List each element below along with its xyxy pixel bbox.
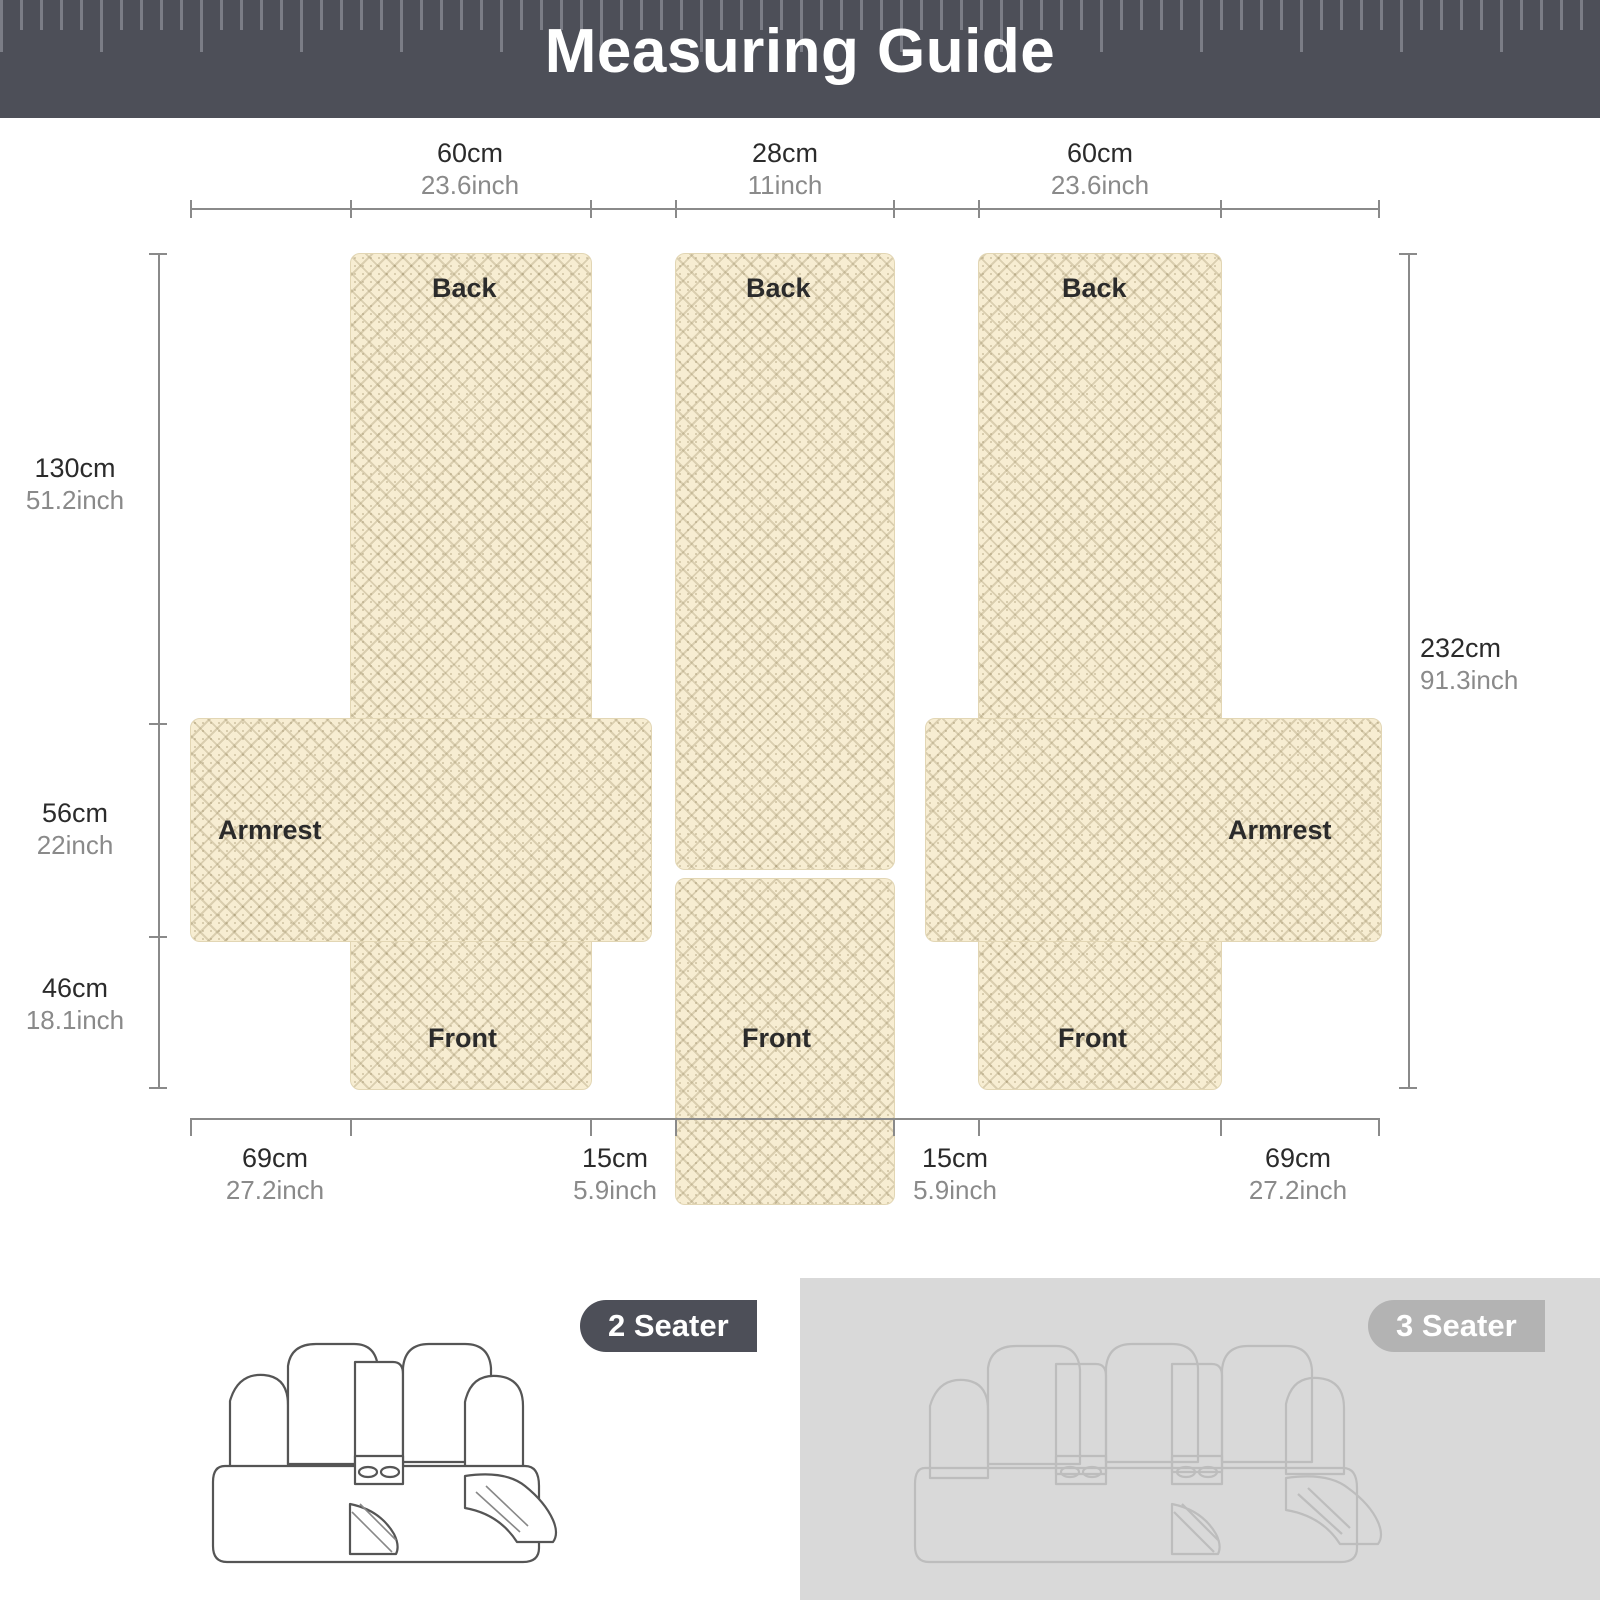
middle-back-panel xyxy=(675,253,895,870)
dim-cap xyxy=(1399,253,1417,255)
left-dimension-3: 46cm 18.1inch xyxy=(25,973,125,1035)
tag-three-seater[interactable]: 3 Seater xyxy=(1368,1300,1545,1352)
left-front-label: Front xyxy=(428,1023,497,1053)
dim-cap xyxy=(978,1118,980,1136)
three-seater-recliner-sofa-icon xyxy=(900,1306,1400,1586)
dim-cap xyxy=(893,200,895,218)
dim-cap xyxy=(190,200,192,218)
dim-cap xyxy=(149,253,167,255)
page-header xyxy=(0,0,1600,118)
dim-cap xyxy=(1220,200,1222,218)
bottom-dimension-4: 69cm 27.2inch xyxy=(1248,1143,1348,1205)
right-back-label: Back xyxy=(1062,273,1127,303)
dim-cap xyxy=(190,1118,192,1136)
dim-cap xyxy=(590,200,592,218)
top-dimension-line xyxy=(190,208,1380,210)
top-dimension-1: 60cm 23.6inch xyxy=(420,138,520,200)
left-dimension-line xyxy=(158,253,160,1088)
seater-options xyxy=(0,1278,1600,1600)
dim-cap xyxy=(350,200,352,218)
left-dimension-2: 56cm 22inch xyxy=(36,798,114,860)
dim-cap xyxy=(893,1118,895,1136)
right-dimension-line xyxy=(1408,253,1410,1088)
dim-cap xyxy=(1378,1118,1380,1136)
dim-cap xyxy=(149,723,167,725)
middle-front-label: Front xyxy=(742,1023,811,1053)
measuring-diagram xyxy=(0,118,1600,1278)
left-seat-panel xyxy=(350,253,592,1090)
bottom-dimension-2: 15cm 5.9inch xyxy=(573,1143,657,1205)
bottom-dimension-3: 15cm 5.9inch xyxy=(913,1143,997,1205)
bottom-dimension-1: 69cm 27.2inch xyxy=(225,1143,325,1205)
middle-back-label: Back xyxy=(746,273,811,303)
top-dimension-3: 60cm 23.6inch xyxy=(1050,138,1150,200)
left-dimension-1: 130cm 51.2inch xyxy=(25,453,125,515)
right-armrest-label: Armrest xyxy=(1228,815,1332,845)
left-armrest-label: Armrest xyxy=(218,815,322,845)
right-front-label: Front xyxy=(1058,1023,1127,1053)
dim-cap xyxy=(978,200,980,218)
dim-cap xyxy=(350,1118,352,1136)
right-dimension-total: 232cm 91.3inch xyxy=(1420,633,1519,695)
dim-cap xyxy=(1399,1087,1417,1089)
dim-cap xyxy=(590,1118,592,1136)
dim-cap xyxy=(1220,1118,1222,1136)
top-dimension-2: 28cm 11inch xyxy=(747,138,823,200)
dim-cap xyxy=(1378,200,1380,218)
tag-two-seater[interactable]: 2 Seater xyxy=(580,1300,757,1352)
dim-cap xyxy=(149,1087,167,1089)
two-seater-recliner-sofa-icon xyxy=(200,1306,600,1586)
bottom-dimension-line xyxy=(190,1118,1380,1120)
dim-cap xyxy=(149,936,167,938)
dim-cap xyxy=(675,200,677,218)
left-back-label: Back xyxy=(432,273,497,303)
right-seat-panel xyxy=(978,253,1222,1090)
page-title: Measuring Guide xyxy=(544,17,1056,86)
dim-cap xyxy=(675,1118,677,1136)
